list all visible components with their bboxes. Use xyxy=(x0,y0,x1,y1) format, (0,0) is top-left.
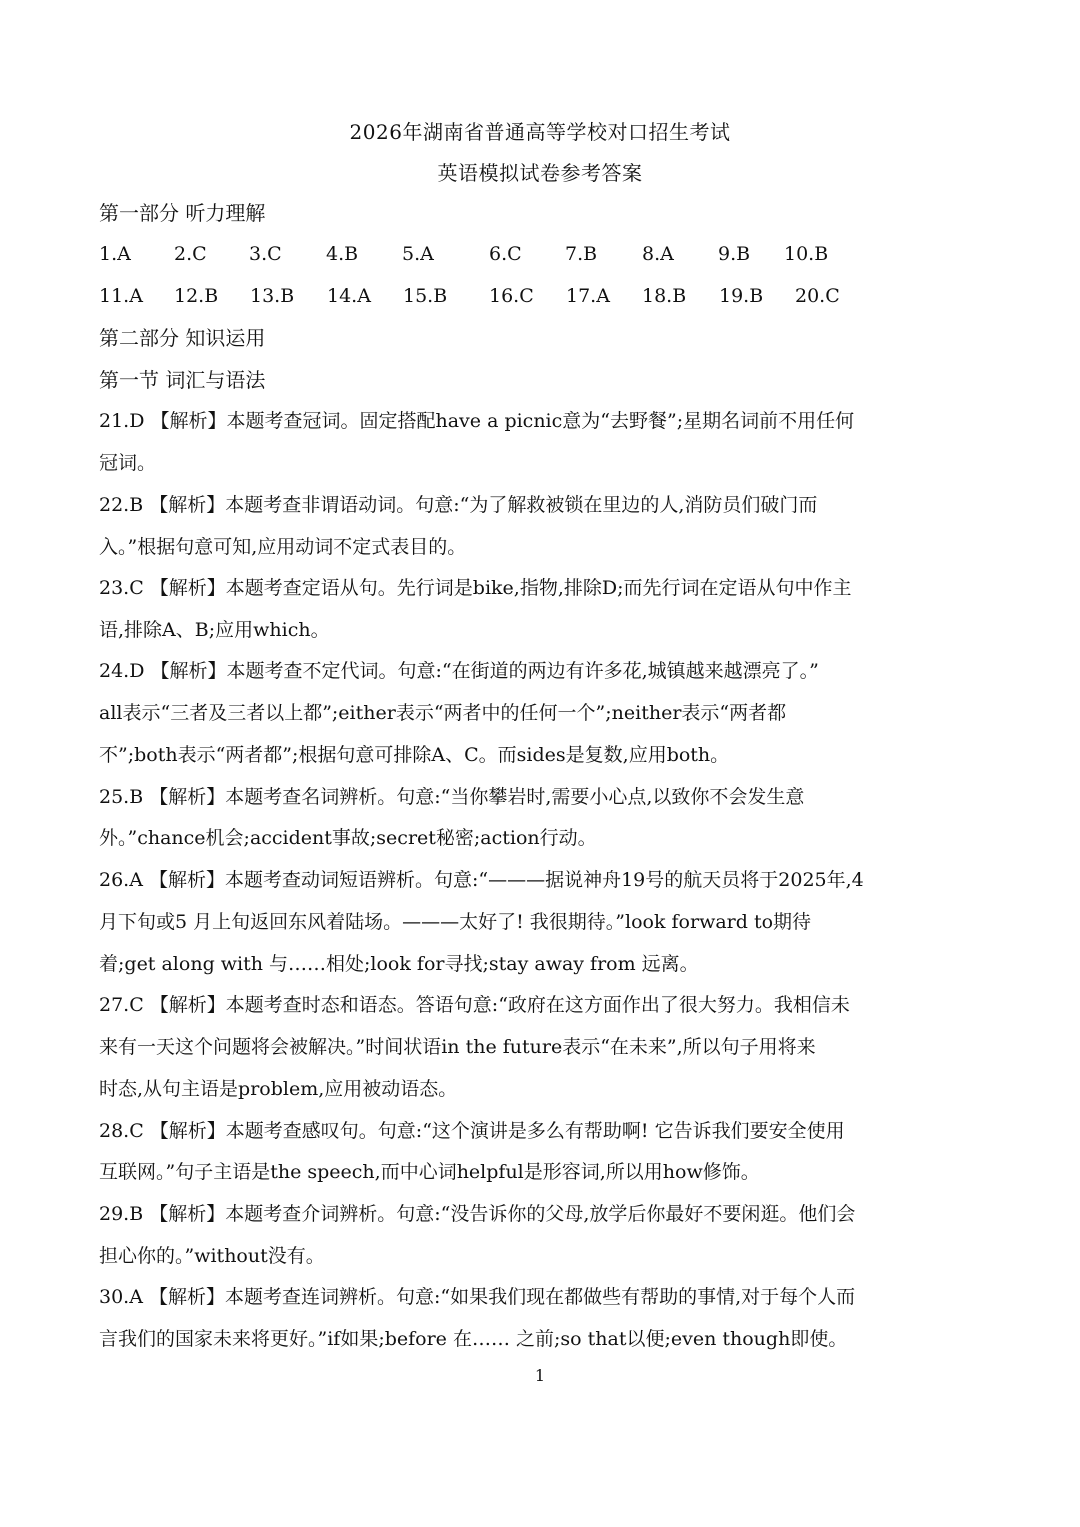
explanation-line: 担心你的。”without没有。 xyxy=(99,1245,325,1267)
explanation-line: 语,排除A、B;应用which。 xyxy=(99,619,330,641)
answer-item: 17.A xyxy=(566,285,610,307)
explanation-line: 21.D 【解析】本题考查冠词。固定搭配have a picnic意为“去野餐”;星期名词前不用任何 xyxy=(99,410,855,432)
answers-row-1 xyxy=(99,243,999,267)
answer-item: 1.A xyxy=(99,243,131,265)
explanation-line: 29.B 【解析】本题考查介词辨析。句意:“没告诉你的父母,放学后你最好不要闲逛。他们会 xyxy=(99,1203,856,1225)
page-number: 1 xyxy=(534,1366,546,1385)
explanation-line: 22.B 【解析】本题考查非谓语动词。句意:“为了解救被锁在里边的人,消防员们破门而 xyxy=(99,494,818,516)
answer-item: 6.C xyxy=(489,243,522,265)
explanation-line: 外。”chance机会;accident事故;secret秘密;action行动。 xyxy=(99,827,597,849)
answer-item: 12.B xyxy=(174,285,219,307)
explanation-line: 28.C 【解析】本题考查感叹句。句意:“这个演讲是多么有帮助啊! 它告诉我们要安全使用 xyxy=(99,1120,845,1142)
answer-item: 11.A xyxy=(99,285,143,307)
answer-item: 5.A xyxy=(402,243,434,265)
explanation-line: 着;get along with 与……相处;look for寻找;stay away from 远离。 xyxy=(99,953,699,975)
answer-item: 16.C xyxy=(489,285,534,307)
answer-item: 19.B xyxy=(719,285,764,307)
part2-heading: 第二部分 知识运用 xyxy=(99,326,266,350)
answer-item: 8.A xyxy=(642,243,674,265)
explanation-line: 言我们的国家未来将更好。”if如果;before 在…… 之前;so that以便;even though即使。 xyxy=(99,1328,848,1350)
explanation-line: 25.B 【解析】本题考查名词辨析。句意:“当你攀岩时,需要小心点,以致你不会发生意 xyxy=(99,786,805,808)
explanation-line: 不”;both表示“两者都”;根据句意可排除A、C。而sides是复数,应用both。 xyxy=(99,744,730,766)
part1-heading: 第一部分 听力理解 xyxy=(99,201,266,225)
exam-subtitle: 英语模拟试卷参考答案 xyxy=(437,161,643,185)
answer-item: 10.B xyxy=(784,243,829,265)
explanation-line: 冠词。 xyxy=(99,452,157,474)
answer-item: 15.B xyxy=(403,285,448,307)
answer-item: 7.B xyxy=(565,243,598,265)
explanation-line: 23.C 【解析】本题考查定语从句。先行词是bike,指物,排除D;而先行词在定语从句中作主 xyxy=(99,577,852,599)
explanation-line: 月下旬或5 月上旬返回东风着陆场。———太好了! 我很期待。”look forward to期待 xyxy=(99,911,812,933)
section1-heading: 第一节 词汇与语法 xyxy=(99,368,266,392)
explanation-line: 27.C 【解析】本题考查时态和语态。答语句意:“政府在这方面作出了很大努力。我相信未 xyxy=(99,994,850,1016)
answer-item: 2.C xyxy=(174,243,207,265)
answer-item: 14.A xyxy=(327,285,371,307)
explanation-line: 时态,从句主语是problem,应用被动语态。 xyxy=(99,1078,458,1100)
explanation-line: 来有一天这个问题将会被解决。”时间状语in the future表示“在未来”,所以句子用将来 xyxy=(99,1036,816,1058)
answer-item: 18.B xyxy=(642,285,687,307)
answer-item: 4.B xyxy=(326,243,359,265)
explanation-line: 30.A 【解析】本题考查连词辨析。句意:“如果我们现在都做些有帮助的事情,对于每个人而 xyxy=(99,1286,856,1308)
explanation-line: 26.A 【解析】本题考查动词短语辨析。句意:“———据说神舟19号的航天员将于2025年,4 xyxy=(99,869,864,891)
explanation-line: 互联网。”句子主语是the speech,而中心词helpful是形容词,所以用how修饰。 xyxy=(99,1161,760,1183)
answer-item: 3.C xyxy=(249,243,282,265)
explanation-line: 24.D 【解析】本题考查不定代词。句意:“在街道的两边有许多花,城镇越来越漂亮了。” xyxy=(99,660,819,682)
explanation-line: all表示“三者及三者以上都”;either表示“两者中的任何一个”;neither表示“两者都 xyxy=(99,702,787,724)
answer-item: 9.B xyxy=(718,243,751,265)
explanation-line: 入。”根据句意可知,应用动词不定式表目的。 xyxy=(99,536,467,558)
exam-title: 2026年湖南省普通高等学校对口招生考试 xyxy=(349,120,731,144)
answer-item: 13.B xyxy=(250,285,295,307)
answers-row-2 xyxy=(99,285,999,309)
answer-item: 20.C xyxy=(795,285,840,307)
